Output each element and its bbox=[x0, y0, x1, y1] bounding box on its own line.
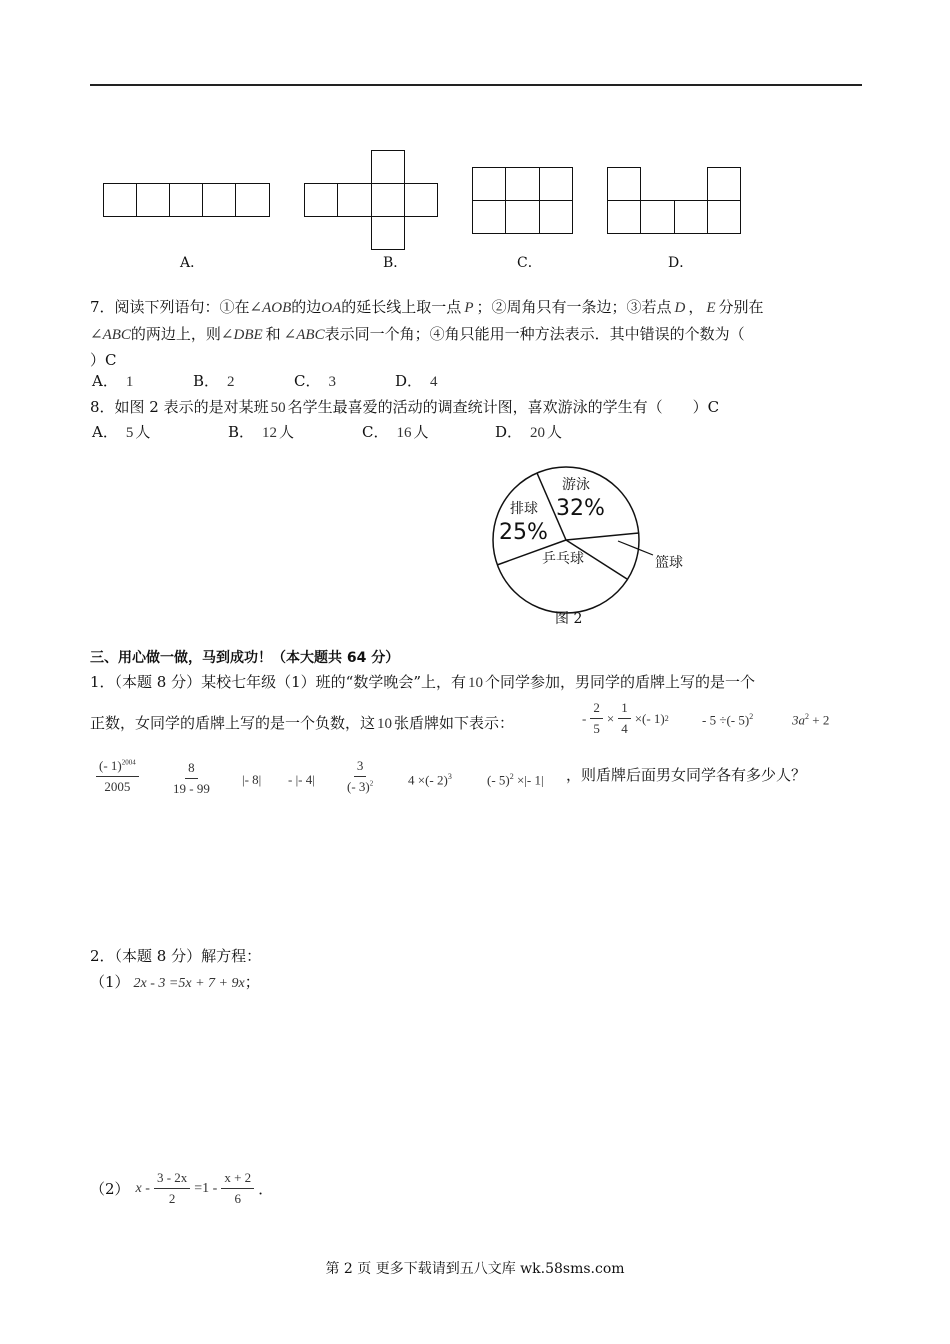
s3q1-line1: 1．（本题 8 分）某校七年级（1）班的“数学晚会”上，有 10 个同学参加，男同学的盾牌上写的是一个 bbox=[90, 673, 756, 691]
cube-net-b bbox=[304, 150, 438, 250]
q8-choice-c: C． 16 人 bbox=[362, 423, 429, 441]
shield-expr-7: - |- 4| bbox=[288, 772, 315, 787]
s3q2-title: 2．（本题 8 分）解方程： bbox=[90, 947, 262, 965]
shield-expr-3: $3a^2 + 2$ bbox=[792, 712, 830, 728]
slice-value-swim: 32% bbox=[556, 496, 605, 521]
slice-value-volleyball: 25% bbox=[499, 520, 548, 545]
page-footer: 第 2 页 更多下载请到五八文库 wk.58sms.com bbox=[325, 1261, 625, 1277]
s3q2-part1: （1） 2x - 3 =5x + 7 + 9x； bbox=[90, 973, 260, 991]
q8-choice-d: D． 20 人 bbox=[495, 423, 563, 441]
q8-choice-b: B． 12 人 bbox=[228, 423, 295, 441]
slice-label-swim: 游泳 bbox=[562, 477, 590, 493]
shield-expr-8: $\frac{3}{(- 3)^2}$ bbox=[347, 758, 374, 794]
q8-choice-a: A． 5 人 bbox=[92, 423, 151, 441]
shield-expr-4: $\frac{(- 1)^{2004}}{2005}$ bbox=[92, 758, 143, 795]
q8-line: 8．如图 2 表示的是对某班 50 名学生最喜爱的活动的调查统计图，喜欢游泳的学生有（ ）C bbox=[90, 398, 720, 416]
section3-heading: 三、用心做一做，马到成功！（本大题共 64 分） bbox=[90, 650, 400, 666]
shield-expr-5: $\frac{8}{19 - 99}$ bbox=[173, 760, 210, 796]
shield-expr-2: - 5 ÷(- 5)$^2$ bbox=[702, 712, 754, 728]
shield-expr-6: |- 8| bbox=[242, 772, 262, 787]
net-label-a: A． bbox=[180, 255, 205, 271]
net-label-c: C． bbox=[517, 255, 542, 271]
net-label-b: B． bbox=[383, 255, 408, 271]
s3q1-ending: ，则盾牌后面男女同学各有多少人？ bbox=[566, 766, 807, 784]
cube-net-c bbox=[472, 167, 573, 234]
q7-line1: 7．阅读下列语句：①在∠AOB的边OA的延长线上取一点 P ；②周角只有一条边；③若点 D ， E 分别在 bbox=[90, 298, 764, 316]
s3q1-line2: 正数，女同学的盾牌上写的是一个负数，这 10 张盾牌如下表示： bbox=[90, 714, 515, 732]
q7-line2: ∠ABC的两边上，则∠DBE 和 ∠ABC表示同一个角；④角只能用一种方法表示．其中错误的个数为（ bbox=[90, 325, 745, 343]
q7-choice-d: D． 4 bbox=[395, 372, 438, 390]
shield-expr-9: 4 ×(- 2)$^3$ bbox=[408, 772, 452, 788]
cube-net-d bbox=[607, 167, 741, 234]
cube-net-a bbox=[103, 183, 270, 217]
top-rule bbox=[90, 84, 862, 86]
pie-chart bbox=[480, 455, 720, 635]
figure-caption: 图 2 bbox=[555, 611, 583, 627]
slice-label-volleyball: 排球 bbox=[510, 501, 538, 517]
s3q2-part2: （2） x - $\frac{3 - 2x}{2}$ =1 - $\frac{x + 2}{6}$ ． bbox=[90, 1170, 274, 1206]
net-label-d: D． bbox=[668, 255, 694, 271]
shield-expr-1: - $\frac{2}{5}$ × $\frac{1}{4}$ ×(- 1) 2 bbox=[582, 700, 669, 736]
q7-choice-b: B． 2 bbox=[193, 372, 235, 390]
q7-line3: ）C bbox=[90, 351, 117, 369]
q7-choice-c: C． 3 bbox=[294, 372, 336, 390]
slice-label-pingpong: 乒乓球 bbox=[542, 551, 584, 567]
q7-choice-a: A． 1 bbox=[92, 372, 134, 390]
slice-label-basketball: 篮球 bbox=[655, 555, 683, 571]
shield-expr-10: (- 5)$^2$ ×|- 1| bbox=[487, 772, 544, 788]
